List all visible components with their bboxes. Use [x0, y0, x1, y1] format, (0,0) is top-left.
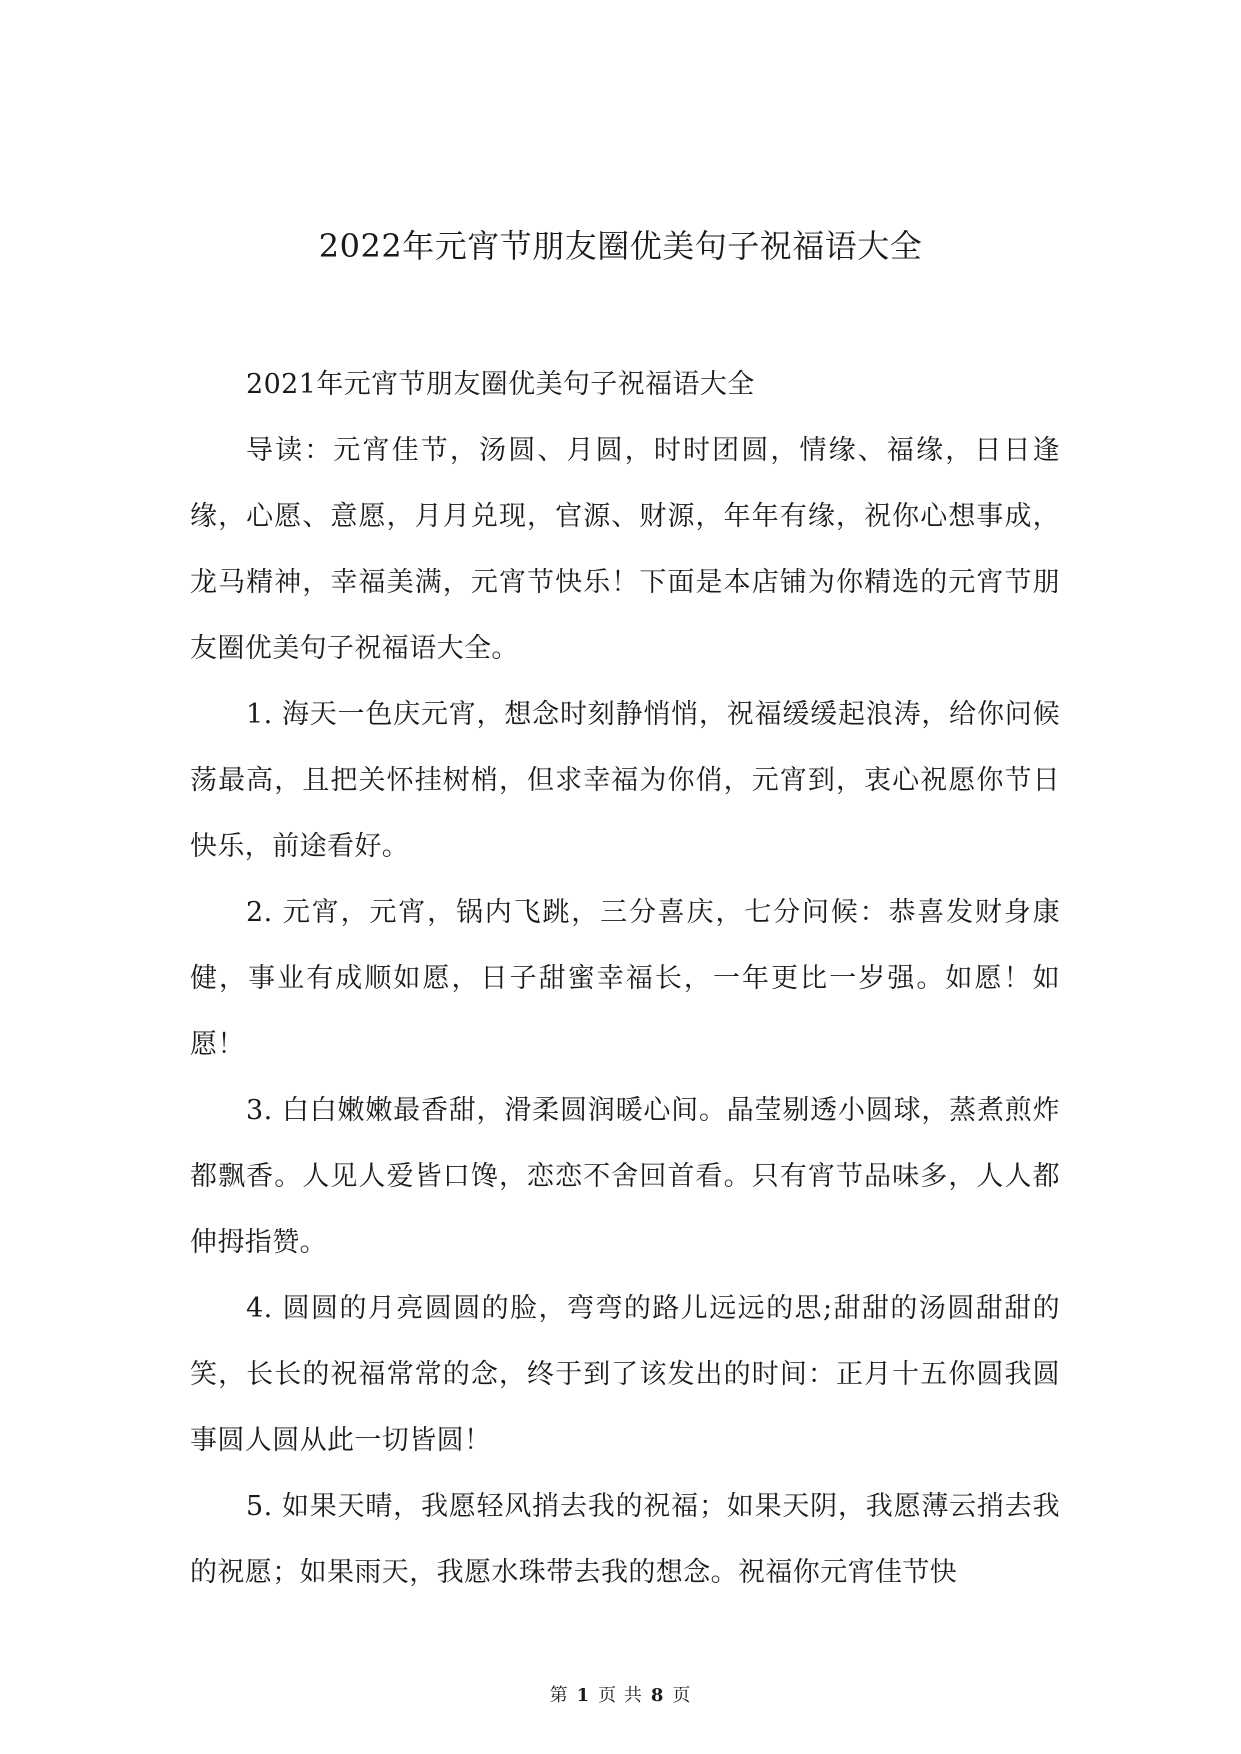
paragraph-item-4: 4. 圆圆的月亮圆圆的脸，弯弯的路儿远远的思;甜甜的汤圆甜甜的笑，长长的祝福常常的念，终于到了该发出的时间：正月十五你圆我圆事圆人圆从此一切皆圆！ [190, 1293, 1060, 1456]
footer-middle: 页 共 [598, 1685, 643, 1706]
paragraph-item-5: 5. 如果天晴，我愿轻风捎去我的祝福；如果天阴，我愿薄云捎去我的祝愿；如果雨天，我愿水珠带去我的想念。祝福你元宵佳节快 [190, 1491, 1060, 1588]
page-footer [0, 1684, 1241, 1708]
paragraph-subtitle: 2021年元宵节朋友圈优美句子祝福语大全 [246, 369, 755, 400]
footer-current-page: 1 [576, 1685, 591, 1706]
footer-suffix: 页 [672, 1685, 692, 1706]
document-body [190, 352, 1060, 1606]
document-title: 2022年元宵节朋友圈优美句子祝福语大全 [318, 227, 923, 265]
paragraph-item-3: 3. 白白嫩嫩最香甜，滑柔圆润暖心间。晶莹剔透小圆球，蒸煮煎炸都飘香。人见人爱皆口馋，恋恋不舍回首看。只有宵节品味多，人人都伸拇指赞。 [190, 1095, 1060, 1258]
paragraph-item-2: 2. 元宵，元宵，锅内飞跳，三分喜庆，七分问候：恭喜发财身康健，事业有成顺如愿，日子甜蜜幸福长，一年更比一岁强。如愿！如愿！ [190, 897, 1060, 1060]
paragraph-intro: 导读：元宵佳节，汤圆、月圆，时时团圆，情缘、福缘，日日逢缘，心愿、意愿，月月兑现，官源、财源，年年有缘，祝你心想事成，龙马精神，幸福美满，元宵节快乐！下面是本店铺为你精选的元宵节朋友圈优美句子祝福语大全。 [190, 435, 1060, 664]
paragraph-item-1: 1. 海天一色庆元宵，想念时刻静悄悄，祝福缓缓起浪涛，给你问候荡最高，且把关怀挂树梢，但求幸福为你俏，元宵到，衷心祝愿你节日快乐，前途看好。 [190, 699, 1060, 862]
footer-total-pages: 8 [650, 1685, 665, 1706]
footer-prefix: 第 [549, 1685, 569, 1706]
